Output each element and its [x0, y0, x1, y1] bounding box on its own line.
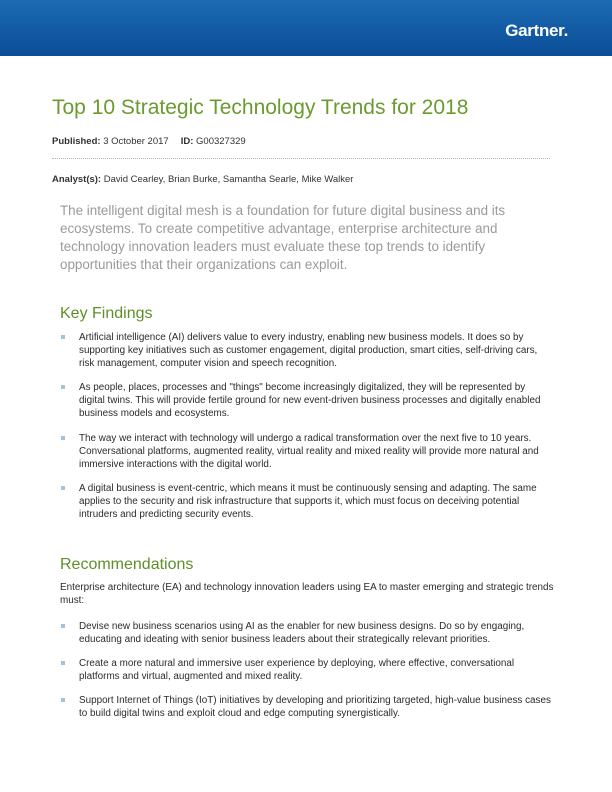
- key-finding-text: A digital business is event-centric, which means it must be continuously sensing and adapting. The same applies to the security and risk infrastructure that supports it, which must focus on deceiving potential intruders and predicting security events.: [79, 482, 537, 521]
- analysts-names: David Cearley, Brian Burke, Samantha Searle, Mike Walker: [103, 174, 354, 185]
- key-findings-heading: Key Findings: [60, 305, 153, 322]
- brand-name: Gartner: [505, 21, 564, 40]
- summary-paragraph: The intelligent digital mesh is a foundation for future digital business and its ecosystems. To create competitive advantage, enterprise architecture and technology innovation leaders must evaluate these top trends to identify opportunities that their organizations can exploit.: [60, 203, 506, 272]
- key-finding-item: [60, 482, 552, 521]
- analysts-label: Analyst(s):: [52, 174, 102, 185]
- document-title: Top 10 Strategic Technology Trends for 2018: [52, 96, 469, 119]
- published-date: 3 October 2017: [103, 136, 169, 147]
- bullet-icon: [61, 385, 65, 389]
- recommendation-text: Create a more natural and immersive user experience by deploying, where effective, conversational platforms and virtual, augmented and mixed reality.: [79, 658, 515, 683]
- dotted-divider: [52, 158, 550, 159]
- recommendations-intro: Enterprise architecture (EA) and technology innovation leaders using EA to master emerging and strategic trends must:: [60, 582, 554, 607]
- key-finding-item: [60, 381, 552, 420]
- analysts-line: [52, 174, 353, 185]
- recommendation-item: [60, 694, 552, 720]
- bullet-icon: [61, 335, 65, 339]
- key-finding-text: As people, places, processes and "things" become increasingly digitalized, they will be represented by digital twins. This will provide fertile ground for new event-driven business processes and digitally enabled business models and ecosystems.: [79, 382, 541, 420]
- key-finding-item: [60, 432, 552, 471]
- bullet-icon: [61, 436, 65, 440]
- bullet-icon: [61, 698, 65, 702]
- header-banner: [0, 0, 612, 56]
- bullet-icon: [61, 661, 65, 665]
- brand-dot: .: [563, 21, 568, 40]
- recommendations-heading: Recommendations: [60, 556, 194, 573]
- key-finding-item: [60, 331, 552, 370]
- key-finding-text: Artificial intelligence (AI) delivers value to every industry, enabling new business models. It does so by supporting key initiatives such as customer engagement, digital production, smart cities, self-driving cars, risk management, computer vision and speech recognition.: [79, 332, 538, 370]
- recommendation-item: [60, 620, 552, 646]
- key-finding-text: The way we interact with technology will undergo a radical transformation over the next five to 10 years. Conversational platforms, augmented reality, virtual reality and mixed reality will provide more natural and immersive interactions with the digital world.: [79, 432, 539, 470]
- recommendation-text: Devise new business scenarios using AI as the enabler for new business designs. Do so by engaging, educating and ideating with senior business leaders about their strategically relevant priorities.: [79, 621, 525, 646]
- key-findings-list: [60, 331, 552, 521]
- recommendation-text: Support Internet of Things (IoT) initiatives by developing and prioritizing targeted, high-value business cases to build digital twins and exploit cloud and edge computing synergistically.: [79, 695, 551, 720]
- publication-info: [52, 136, 246, 147]
- bullet-icon: [61, 624, 65, 628]
- recommendations-list: [60, 620, 552, 721]
- document-id: G00327329: [196, 136, 246, 147]
- published-label: Published:: [52, 136, 101, 147]
- recommendation-item: [60, 657, 552, 683]
- gartner-logo: [505, 21, 568, 41]
- id-label: ID:: [180, 136, 194, 147]
- bullet-icon: [61, 486, 65, 490]
